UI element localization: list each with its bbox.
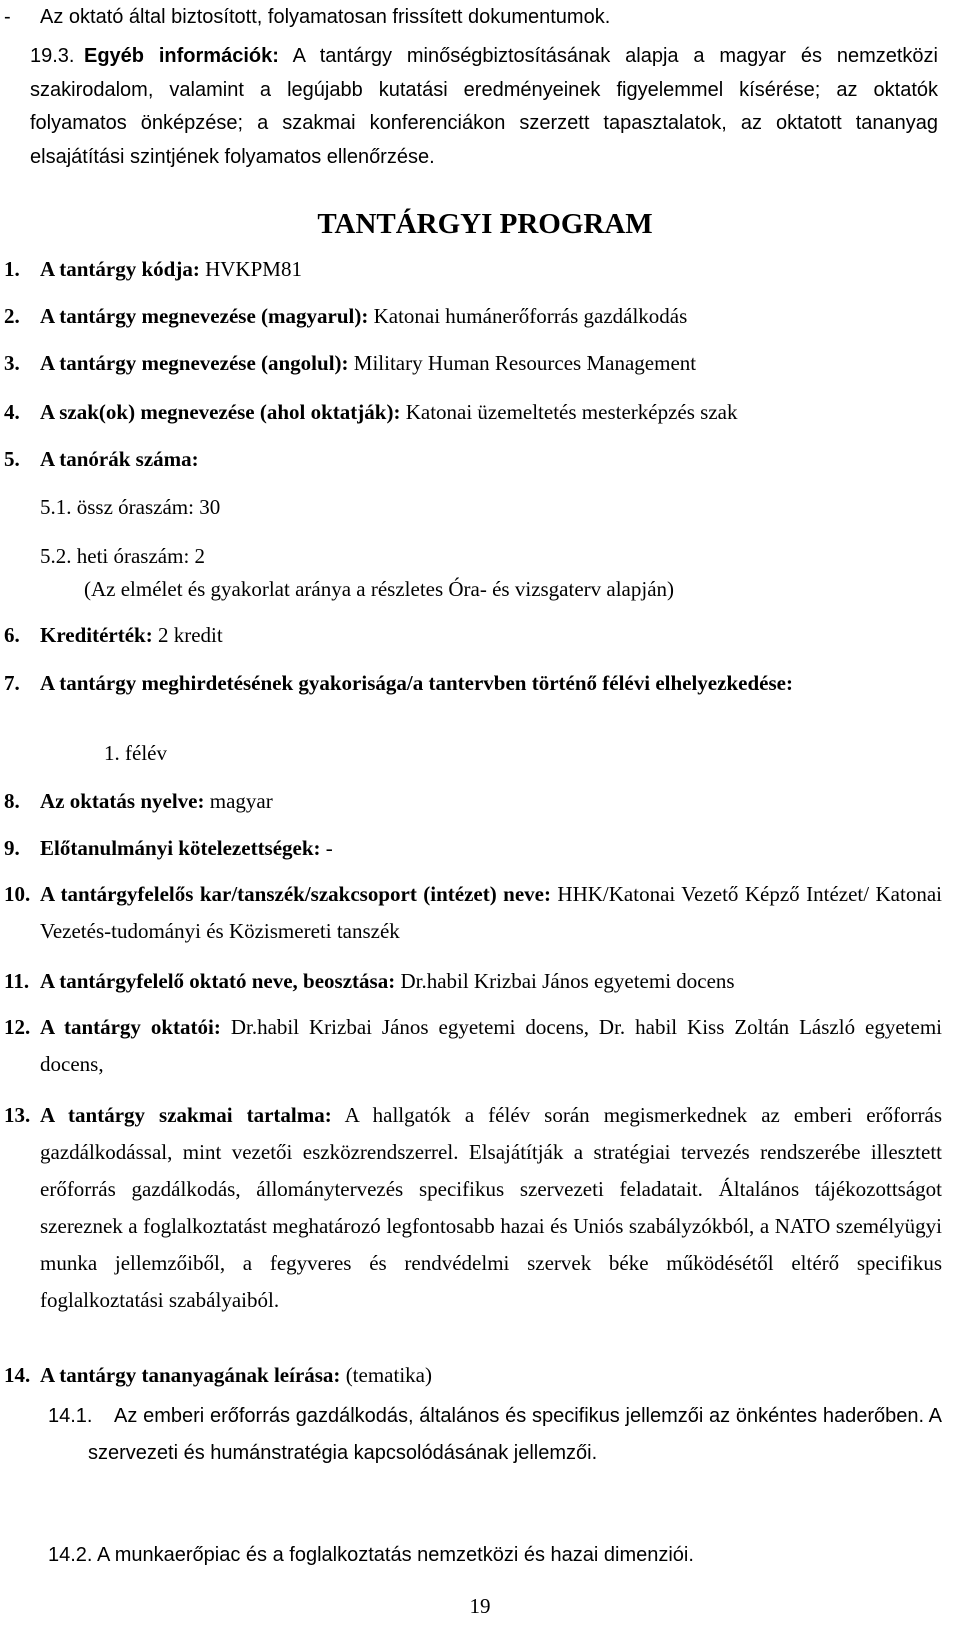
page-number: 19 [469,1594,491,1618]
item-2-number: 2. [4,304,20,328]
page-title: TANTÁRGYI PROGRAM [317,208,653,240]
item-3-value: Military Human Resources Management [348,351,697,375]
item-14-1 [48,1398,942,1472]
item-7-value: 1. félév [104,741,167,765]
item-4-number: 4. [4,400,20,424]
item-14-2-text: A munkaerőpiac és a foglalkoztatás nemzetközi és hazai dimenziói. [96,1544,694,1566]
item-1-number: 1. [4,257,20,281]
item-6-number: 6. [4,623,20,647]
item-5-number: 5. [4,447,20,471]
item-3-number: 3. [4,351,20,375]
item-4-label: A szak(ok) megnevezése (ahol oktatják): [40,400,401,424]
item-3-label: A tantárgy megnevezése (angolul): [40,351,349,375]
item-13-label: A tantárgy szakmai tartalma: [40,1103,332,1127]
item-10 [4,876,942,950]
item-7-number: 7. [4,671,20,695]
item-1-label: A tantárgy kódja: [40,257,200,281]
item-14-value: (tematika) [340,1363,432,1387]
item-12 [4,1009,942,1083]
item-14-label: A tantárgy tananyagának leírása: [40,1363,341,1387]
item-5-1: 5.1. össz óraszám: 30 [40,495,221,519]
section-19-3 [30,40,938,174]
item-4-value: Katonai üzemeltetés mesterképzés szak [400,400,738,424]
item-10-value: HHK/Katonai Vezető Képző Intézet/ Katonai Vezetés-tudományi és Közismereti tanszék [40,882,942,943]
item-6-label: Kreditérték: [40,623,153,647]
item-7-label: A tantárgy meghirdetésének gyakorisága/a tantervben történő félévi elhelyezkedése: [40,671,793,695]
item-9-label: Előtanulmányi kötelezettségek: [40,836,321,860]
item-9-number: 9. [4,836,20,860]
bullet-line [0,0,960,34]
item-8-number: 8. [4,789,20,813]
item-2-label: A tantárgy megnevezése (magyarul): [40,304,369,328]
item-6-value: 2 kredit [152,623,223,647]
item-8-value: magyar [204,789,273,813]
item-8-label: Az oktatás nyelve: [40,789,205,813]
item-11-number: 11. [4,969,30,993]
item-14-2-number: 14.2. [48,1544,93,1566]
item-5-note: (Az elmélet és gyakorlat aránya a részletes Óra- és vizsgaterv alapján) [84,577,675,601]
item-13-value: A hallgatók a félév során megismerkednek az emberi erőforrás gazdálkodással, mint vezetői eszközrendszerrel. Elsajátítják a stratégiai tervezés rendszerébe illesztett erőforrás gazdálkodás, állománytervezés specifikus szervezeti feladatait. Általános tájékozottságot szereznek a foglalkoztatást meghatározó legfontosabb hazai és Uniós szabályzókból, a NATO személyügyi munka jellemzőiből, a fegyveres és rendvédelmi szervek béke működésétől eltérő specifikus foglalkoztatási szabályaiból. [40,1103,942,1312]
item-14-1-number: 14.1. [48,1405,93,1427]
item-10-label: A tantárgyfelelős kar/tanszék/szakcsoport (intézet) neve: [40,882,551,906]
item-9-value: - [320,836,333,860]
item-14-number: 14. [4,1363,31,1387]
item-12-number: 12. [4,1015,31,1039]
item-5-label: A tanórák száma: [40,447,199,471]
section-19-3-label: Egyéb információk: [84,45,279,67]
item-11-value: Dr.habil Krizbai János egyetemi docens [395,969,735,993]
item-10-number: 10. [4,882,31,906]
item-7 [4,666,942,700]
item-13-number: 13. [4,1103,31,1127]
item-2-value: Katonai humánerőforrás gazdálkodás [368,304,688,328]
item-14-2 [48,1542,694,1568]
item-1-value: HVKPM81 [199,257,302,281]
item-5-2: 5.2. heti óraszám: 2 [40,544,206,568]
section-19-3-text: A tantárgy minőségbiztosításának alapja a magyar és nemzetközi szakirodalom, valamint a legújabb kutatási eredményeinek figyelemmel kísérése; az oktatók folyamatos önképzése; a szakmai konferenciákon szerzett tapasztalatok, az oktatott tananyag elsajátítási szintjének folyamatos ellenőrzése. [30,45,938,168]
item-14-1-text: Az emberi erőforrás gazdálkodás, általános és specifikus jellemzői az önkéntes haderőben. A szervezeti és humánstratégia kapcsolódásának jellemzői. [88,1405,942,1464]
item-11-label: A tantárgyfelelő oktató neve, beosztása: [40,969,396,993]
item-12-value: Dr.habil Krizbai János egyetemi docens, Dr. habil Kiss Zoltán László egyetemi docens, [40,1015,942,1076]
bullet-text: Az oktató által biztosított, folyamatosan frissített dokumentumok. [40,6,611,28]
section-19-3-number: 19.3. [30,45,75,67]
item-13 [4,1097,942,1319]
bullet-dash: - [4,6,11,28]
item-12-label: A tantárgy oktatói: [40,1015,221,1039]
